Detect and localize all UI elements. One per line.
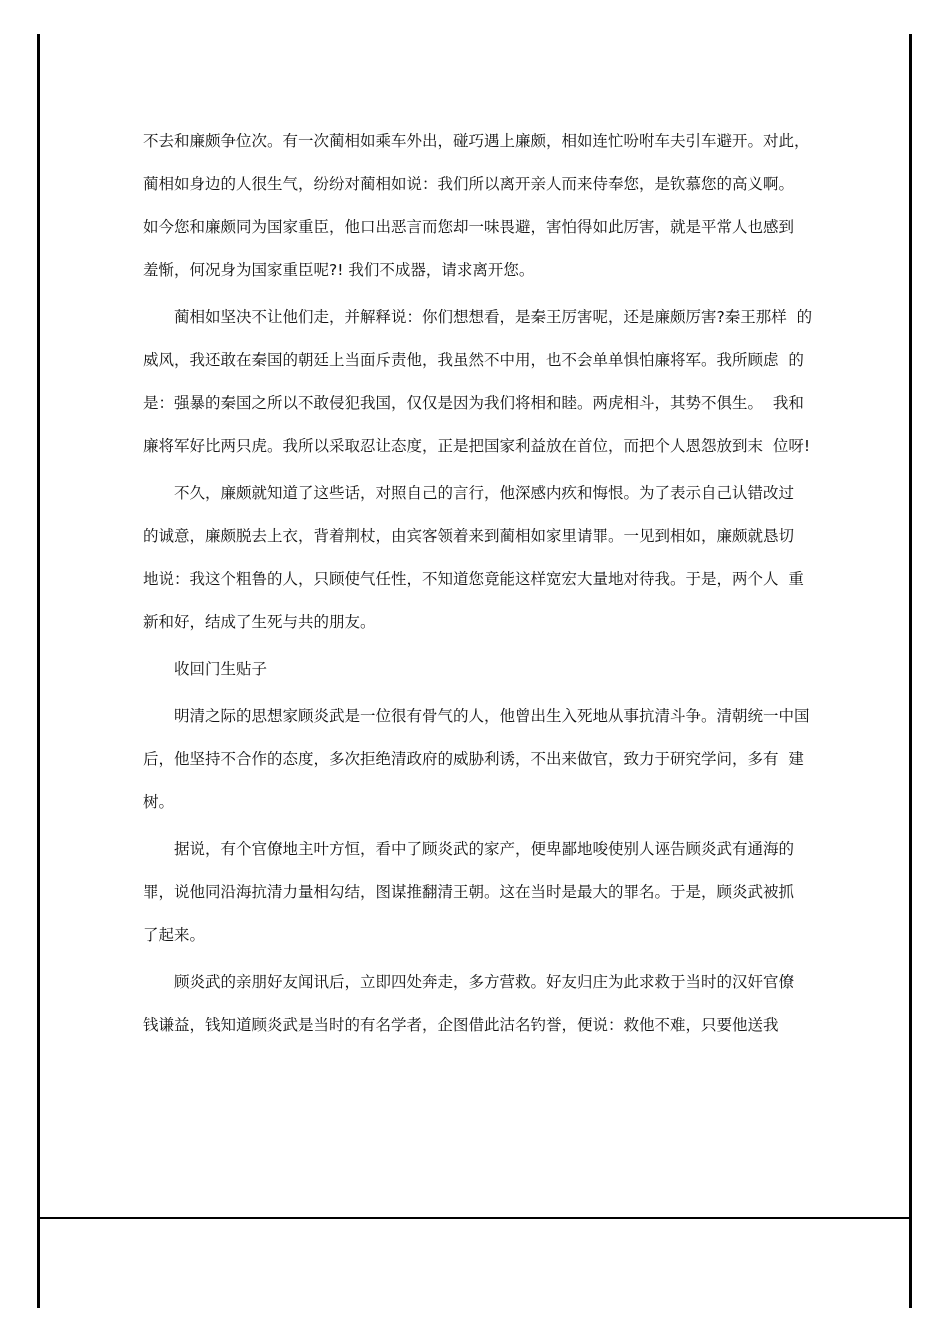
section-heading: 收回门生贴子 (174, 660, 268, 678)
paragraph-6: 顾炎武的亲朋好友闻讯后，立即四处奔走，多方营救。好友归庄为此求救于当时的汉奸官僚 钱谦益，钱知道顾炎武是当时的有名学者，企图借此沽名钓誉，便说：救他不难，只要他送我 (143, 973, 804, 1034)
body-text (143, 120, 820, 1051)
right-border-line (909, 34, 912, 1308)
paragraph-3: 不久，廉颇就知道了这些话，对照自己的言行，他深感内疚和悔恨。为了表示自己认错改过 的诚意，廉颇脱去上衣，背着荆杖，由宾客领着来到蔺相如家里请罪。一见到相如，廉颇就恳切 地说：我这个粗鲁的人，只顾使气任性，不知道您竟能这样宽宏大量地对待我。于是，两个人 重新和好，结成了生死与共的朋友。 (143, 484, 804, 631)
left-border-line (37, 34, 40, 1308)
paragraph-5: 据说，有个官僚地主叶方恒，看中了顾炎武的家产，便卑鄙地唆使别人诬告顾炎武有通海的 罪，说他同沿海抗清力量相勾结，图谋推翻清王朝。这在当时是最大的罪名。于是，顾炎武被抓 了起来。 (143, 840, 804, 944)
paragraph-1: 不去和廉颇争位次。有一次蔺相如乘车外出，碰巧遇上廉颇，相如连忙吩咐车夫引车避开。对此， 蔺相如身边的人很生气，纷纷对蔺相如说：我们所以离开亲人而来侍奉您，是钦慕您的高义啊。 如今您和廉颇同为国家重臣，他口出恶言而您却一味畏避，害怕得如此厉害，就是平常人也感到 羞惭，何况身为国家重臣呢?! 我们不成器，请求离开您。 (143, 132, 820, 279)
paragraph-4: 明清之际的思想家顾炎武是一位很有骨气的人，他曾出生入死地从事抗清斗争。清朝统一中国后，他坚持不合作的态度，多次拒绝清政府的威胁利诱，不出来做官，致力于研究学问，多有 建树。 (143, 707, 810, 811)
paragraph-2: 蔺相如坚决不让他们走，并解释说：你们想想看，是秦王厉害呢，还是廉颇厉害?秦王那样 的威风，我还敢在秦国的朝廷上当面斥责他，我虽然不中用，也不会单单惧怕廉将军。我所顾虑 的是：强暴的秦国之所以不敢侵犯我国，仅仅是因为我们将相和睦。两虎相斗，其势不俱生。 我和廉将军好比两只虎。我所以采取忍让态度，正是把国家利益放在首位，而把个人恩怨放到末 位呀! (143, 308, 813, 455)
bottom-border-line (37, 1217, 912, 1219)
